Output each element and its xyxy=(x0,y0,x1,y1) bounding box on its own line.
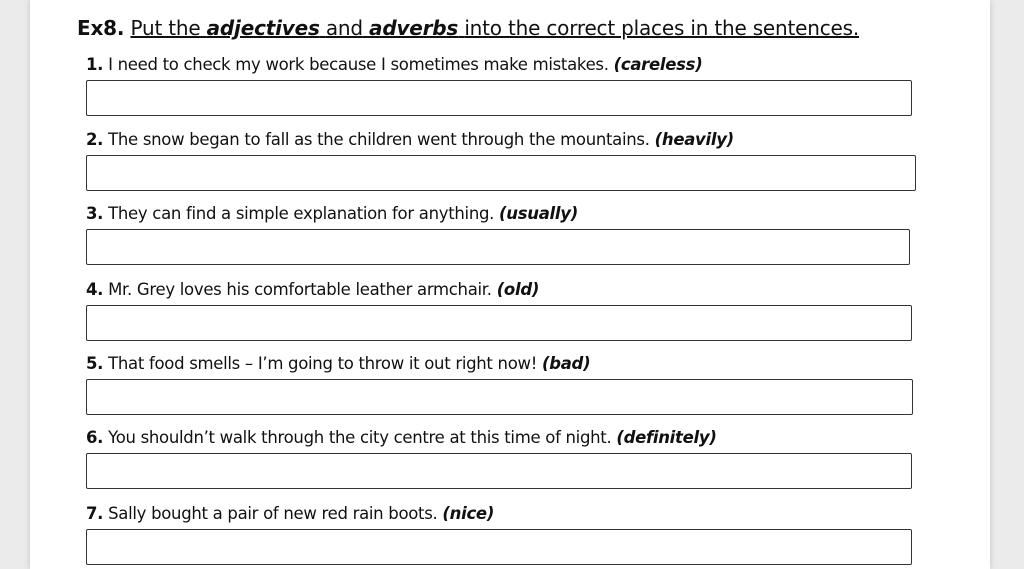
instruction-text: into the correct places in the sentences. xyxy=(464,16,860,40)
item-text: I need to check my work because I sometimes make mistakes. xyxy=(108,55,609,74)
item-sentence xyxy=(86,427,916,449)
answer-field-1[interactable] xyxy=(86,80,912,116)
item-given-word: (heavily) xyxy=(654,130,734,149)
item-given-word: (bad) xyxy=(541,354,591,373)
exercise-item-2 xyxy=(86,129,916,191)
item-sentence xyxy=(86,279,916,301)
item-number: 2. xyxy=(86,130,104,149)
worksheet-page xyxy=(30,0,990,569)
item-sentence xyxy=(86,503,916,525)
item-sentence xyxy=(86,203,916,225)
item-number: 1. xyxy=(86,55,104,74)
item-number: 5. xyxy=(86,354,104,373)
item-given-word: (old) xyxy=(496,280,540,299)
item-number: 6. xyxy=(86,428,104,447)
item-sentence xyxy=(86,54,916,76)
item-text: That food smells – I’m going to throw it out right now! xyxy=(108,354,538,373)
item-number: 7. xyxy=(86,504,104,523)
exercise-item-1 xyxy=(86,54,916,116)
answer-field-7[interactable] xyxy=(86,529,912,565)
exercise-item-5 xyxy=(86,353,916,415)
item-text: They can find a simple explanation for anything. xyxy=(108,204,495,223)
answer-field-4[interactable] xyxy=(86,305,912,341)
item-given-word: (definitely) xyxy=(616,428,717,447)
exercise-item-6 xyxy=(86,427,916,489)
item-given-word: (careless) xyxy=(613,55,703,74)
exercise-item-7 xyxy=(86,503,916,565)
exercise-item-4 xyxy=(86,279,916,341)
answer-field-2[interactable] xyxy=(86,155,916,191)
item-number: 4. xyxy=(86,280,104,299)
item-given-word: (usually) xyxy=(499,204,578,223)
item-sentence xyxy=(86,353,916,375)
instruction-text: and xyxy=(325,16,363,40)
item-sentence xyxy=(86,129,916,151)
item-text: You shouldn’t walk through the city centre at this time of night. xyxy=(108,428,612,447)
instruction-keyword-adjectives: adjectives xyxy=(206,16,320,40)
exercise-item-3 xyxy=(86,203,916,265)
instruction-text: Put the xyxy=(130,16,201,40)
item-given-word: (nice) xyxy=(442,504,495,523)
exercise-label: Ex8. xyxy=(77,16,125,40)
answer-field-5[interactable] xyxy=(86,379,913,415)
answer-field-6[interactable] xyxy=(86,453,912,489)
item-text: Mr. Grey loves his comfortable leather armchair. xyxy=(108,280,492,299)
answer-field-3[interactable] xyxy=(86,229,910,265)
instruction-keyword-adverbs: adverbs xyxy=(369,16,459,40)
item-text: The snow began to fall as the children went through the mountains. xyxy=(108,130,650,149)
item-text: Sally bought a pair of new red rain boots. xyxy=(108,504,438,523)
exercise-instruction xyxy=(130,16,859,40)
item-number: 3. xyxy=(86,204,104,223)
exercise-heading xyxy=(77,16,859,40)
